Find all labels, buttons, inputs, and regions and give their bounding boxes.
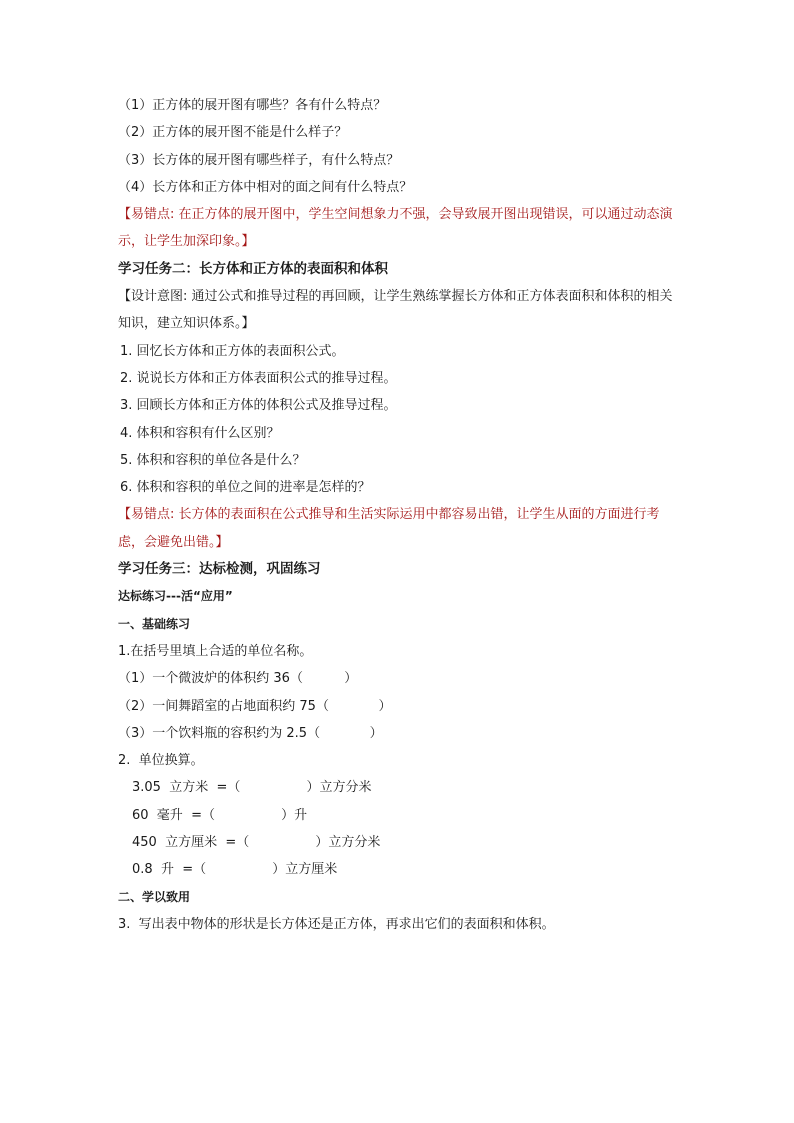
task2-item-4: 4. 体积和容积有什么区别？ — [120, 425, 280, 441]
error-prone-note-1: 【易错点: 在正方体的展开图中，学生空间想象力不强，会导致展开图出现错误，可以通过动态演示，让学生加深印象。】 — [118, 207, 673, 250]
exercise-1-item-1: （1）一个微波炉的体积约 36（ ） — [118, 671, 358, 687]
error-prone-note-2: 【易错点: 长方体的表面积在公式推导和生活实际运用中都容易出错，让学生从面的方面进行考虑，会避免出错。】 — [118, 507, 660, 550]
task2-item-2: 2. 说说长方体和正方体表面积公式的推导过程。 — [120, 370, 397, 386]
task2-heading: 学习任务二：长方体和正方体的表面积和体积 — [118, 260, 388, 277]
task2-item-3: 3. 回顾长方体和正方体的体积公式及推导过程。 — [120, 398, 397, 414]
task2-item-5: 5. 体积和容积的单位各是什么？ — [120, 452, 306, 468]
task3-heading: 学习任务三：达标检测，巩固练习 — [118, 561, 321, 578]
exercise-1-prompt: 1.在括号里填上合适的单位名称。 — [118, 643, 313, 659]
question-4: （4）长方体和正方体中相对的面之间有什么特点？ — [118, 179, 413, 195]
design-intent: 【设计意图: 通过公式和推导过程的再回顾，让学生熟练掌握长方体和正方体表面积和体积的相关知识，建立知识体系。】 — [118, 289, 673, 332]
task2-item-1: 1. 回忆长方体和正方体的表面积公式。 — [120, 343, 345, 359]
basic-practice-title: 一、基础练习 — [118, 616, 191, 631]
document-content — [118, 92, 678, 938]
application-title: 二、学以致用 — [118, 889, 191, 904]
practice-title: 达标练习---活“应用” — [118, 589, 233, 604]
question-3: （3）长方体的展开图有哪些样子，有什么特点？ — [118, 152, 400, 168]
conversion-item-4: 0.8 升 =（ ）立方厘米 — [132, 862, 338, 878]
conversion-item-1: 3.05 立方米 =（ ）立方分米 — [132, 780, 372, 796]
question-1: （1）正方体的展开图有哪些？各有什么特点？ — [118, 98, 387, 113]
task2-item-6: 6. 体积和容积的单位之间的进率是怎样的？ — [120, 480, 371, 496]
question-2: （2）正方体的展开图不能是什么样子？ — [118, 125, 348, 141]
exercise-1-item-3: （3）一个饮料瓶的容积约为 2.5（ ） — [118, 725, 383, 741]
exercise-1-item-2: （2）一间舞蹈室的占地面积约 75（ ） — [118, 698, 392, 714]
conversion-item-3: 450 立方厘米 =（ ）立方分米 — [132, 835, 381, 851]
exercise-2-prompt: 2. 单位换算。 — [118, 753, 204, 769]
exercise-3-prompt: 3. 写出表中物体的形状是长方体还是正方体，再求出它们的表面积和体积。 — [118, 916, 555, 932]
conversion-item-2: 60 毫升 =（ ）升 — [132, 807, 308, 823]
